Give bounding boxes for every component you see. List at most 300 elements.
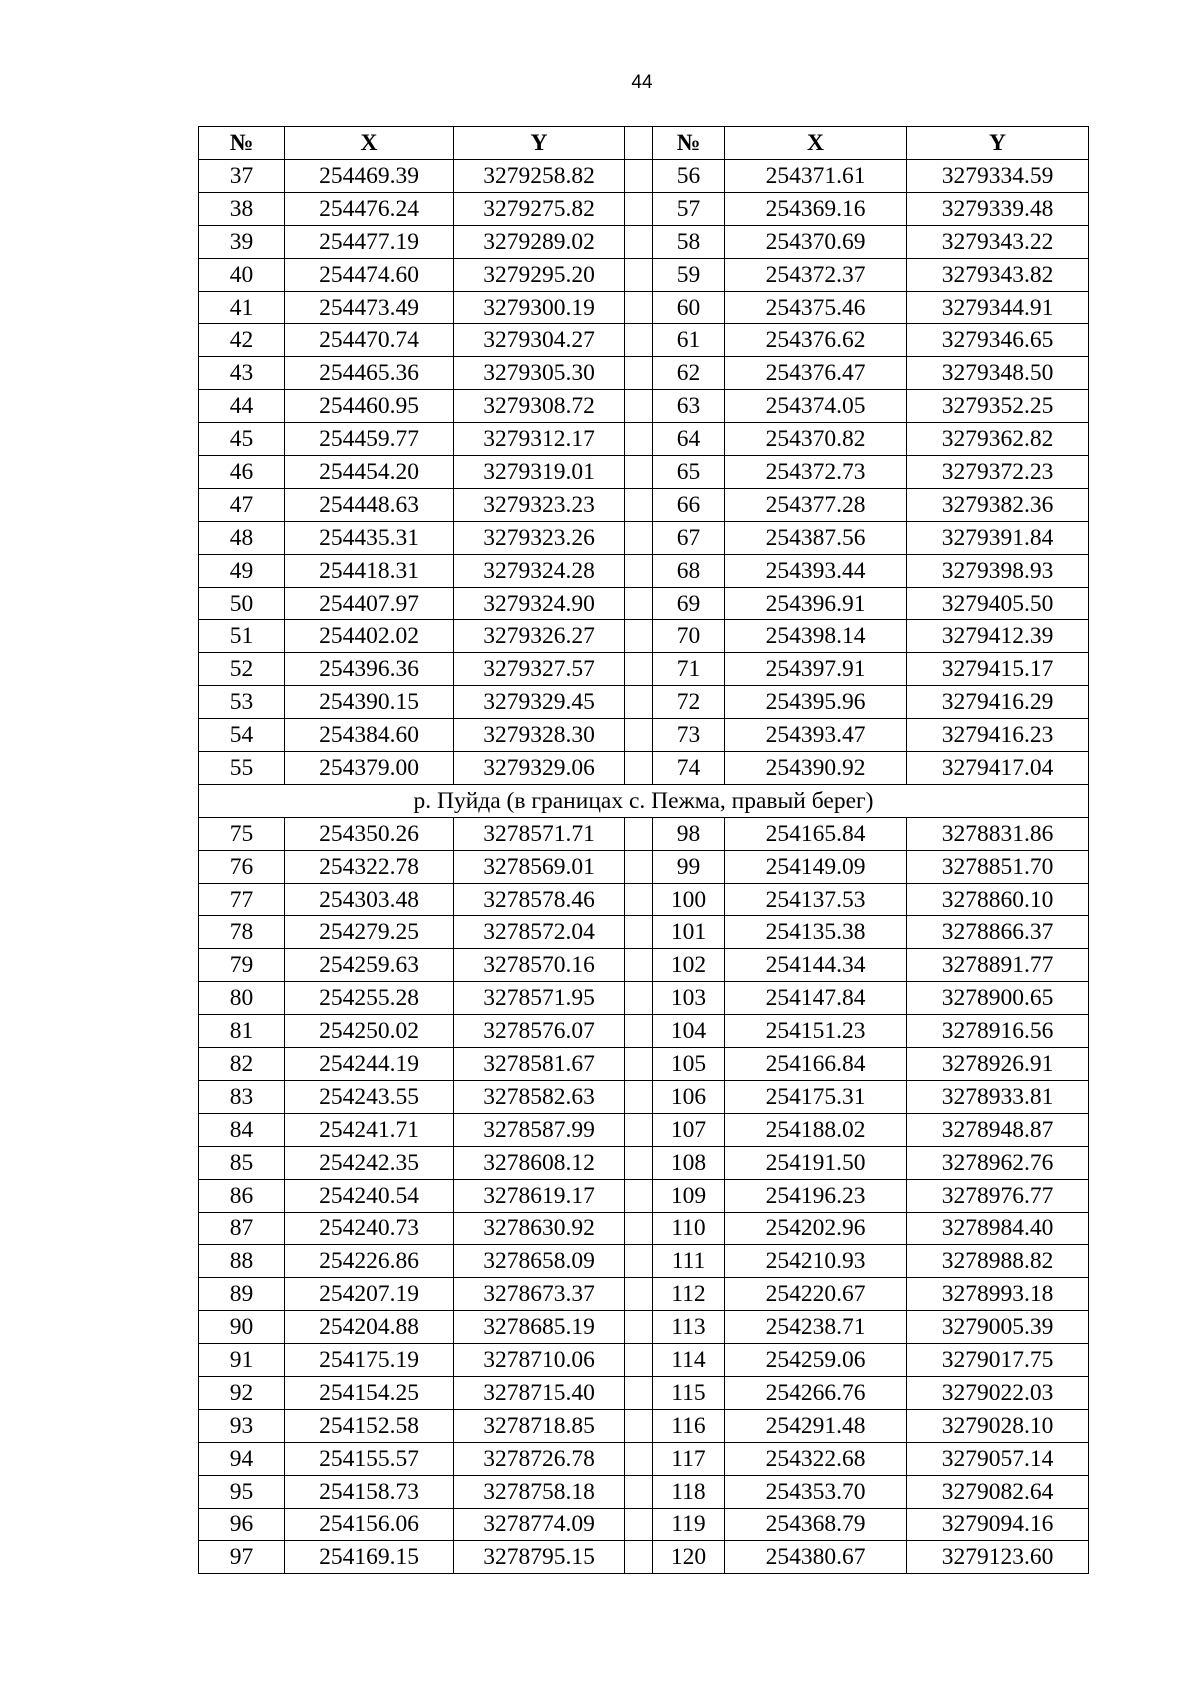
coord-y-right: 3279348.50 (907, 357, 1089, 390)
coord-y-right: 3279362.82 (907, 423, 1089, 456)
coord-y-right: 3278891.77 (907, 949, 1089, 982)
point-number-left: 84 (199, 1113, 285, 1146)
coord-x-left: 254255.28 (285, 982, 454, 1015)
spacer (625, 817, 653, 850)
point-number-left: 91 (199, 1344, 285, 1377)
header-spacer (625, 127, 653, 160)
coord-y-right: 3279416.23 (907, 719, 1089, 752)
point-number-left: 45 (199, 423, 285, 456)
spacer (625, 192, 653, 225)
table-row (199, 521, 1089, 554)
coord-x-right: 254377.28 (725, 488, 907, 521)
spacer (625, 949, 653, 982)
point-number-right: 108 (653, 1146, 725, 1179)
point-number-right: 62 (653, 357, 725, 390)
point-number-right: 74 (653, 752, 725, 785)
coord-x-right: 254372.37 (725, 258, 907, 291)
coord-y-left: 3279319.01 (454, 456, 625, 489)
coord-y-left: 3279329.06 (454, 752, 625, 785)
header-x-right: X (725, 127, 907, 160)
coord-x-left: 254240.54 (285, 1179, 454, 1212)
point-number-left: 41 (199, 291, 285, 324)
coord-y-right: 3279391.84 (907, 521, 1089, 554)
coord-y-right: 3279017.75 (907, 1344, 1089, 1377)
coord-x-right: 254353.70 (725, 1475, 907, 1508)
coord-y-left: 3278658.09 (454, 1245, 625, 1278)
point-number-left: 92 (199, 1376, 285, 1409)
spacer (625, 1311, 653, 1344)
coord-x-left: 254322.78 (285, 850, 454, 883)
coord-y-left: 3279300.19 (454, 291, 625, 324)
spacer (625, 423, 653, 456)
coord-y-right: 3278900.65 (907, 982, 1089, 1015)
coord-y-left: 3279323.26 (454, 521, 625, 554)
point-number-left: 47 (199, 488, 285, 521)
coord-x-left: 254470.74 (285, 324, 454, 357)
coord-y-right: 3279346.65 (907, 324, 1089, 357)
coord-x-right: 254135.38 (725, 916, 907, 949)
point-number-left: 88 (199, 1245, 285, 1278)
coord-y-right: 3279372.23 (907, 456, 1089, 489)
table-row (199, 1179, 1089, 1212)
point-number-right: 57 (653, 192, 725, 225)
table-row (199, 1146, 1089, 1179)
point-number-left: 87 (199, 1212, 285, 1245)
coord-x-left: 254459.77 (285, 423, 454, 456)
point-number-left: 77 (199, 883, 285, 916)
table-row (199, 1409, 1089, 1442)
point-number-left: 81 (199, 1015, 285, 1048)
table-body-bottom (199, 817, 1089, 1573)
point-number-right: 59 (653, 258, 725, 291)
point-number-left: 44 (199, 390, 285, 423)
coord-x-right: 254147.84 (725, 982, 907, 1015)
spacer (625, 620, 653, 653)
point-number-right: 115 (653, 1376, 725, 1409)
spacer (625, 1146, 653, 1179)
point-number-right: 68 (653, 554, 725, 587)
point-number-right: 114 (653, 1344, 725, 1377)
point-number-right: 100 (653, 883, 725, 916)
coord-x-left: 254156.06 (285, 1508, 454, 1541)
point-number-left: 97 (199, 1541, 285, 1574)
point-number-left: 95 (199, 1475, 285, 1508)
spacer (625, 488, 653, 521)
coord-x-right: 254374.05 (725, 390, 907, 423)
coord-x-right: 254397.91 (725, 653, 907, 686)
coord-y-right: 3278984.40 (907, 1212, 1089, 1245)
point-number-left: 86 (199, 1179, 285, 1212)
table-row (199, 752, 1089, 785)
coord-x-left: 254460.95 (285, 390, 454, 423)
coord-y-right: 3278860.10 (907, 883, 1089, 916)
table-body-top (199, 160, 1089, 785)
coord-y-right: 3279412.39 (907, 620, 1089, 653)
table-row (199, 1212, 1089, 1245)
coord-x-left: 254169.15 (285, 1541, 454, 1574)
coord-x-left: 254154.25 (285, 1376, 454, 1409)
coord-y-left: 3278673.37 (454, 1278, 625, 1311)
coord-x-right: 254196.23 (725, 1179, 907, 1212)
spacer (625, 390, 653, 423)
coord-y-left: 3278795.15 (454, 1541, 625, 1574)
coord-y-right: 3279352.25 (907, 390, 1089, 423)
spacer (625, 1376, 653, 1409)
section-title: р. Пуйда (в границах с. Пежма, правый берег) (199, 784, 1089, 817)
spacer (625, 1442, 653, 1475)
point-number-right: 70 (653, 620, 725, 653)
coord-y-right: 3279415.17 (907, 653, 1089, 686)
coord-x-right: 254370.82 (725, 423, 907, 456)
table-row (199, 488, 1089, 521)
spacer (625, 1212, 653, 1245)
coord-y-right: 3278933.81 (907, 1080, 1089, 1113)
coord-y-left: 3278578.46 (454, 883, 625, 916)
coord-y-right: 3279082.64 (907, 1475, 1089, 1508)
coord-y-right: 3278926.91 (907, 1048, 1089, 1081)
coord-x-left: 254204.88 (285, 1311, 454, 1344)
point-number-right: 112 (653, 1278, 725, 1311)
point-number-right: 64 (653, 423, 725, 456)
point-number-left: 49 (199, 554, 285, 587)
coord-x-right: 254368.79 (725, 1508, 907, 1541)
coord-x-right: 254376.62 (725, 324, 907, 357)
spacer (625, 850, 653, 883)
point-number-right: 116 (653, 1409, 725, 1442)
spacer (625, 456, 653, 489)
coord-y-right: 3279405.50 (907, 587, 1089, 620)
coord-x-left: 254244.19 (285, 1048, 454, 1081)
spacer (625, 1508, 653, 1541)
header-y-right: Y (907, 127, 1089, 160)
header-number-left: № (199, 127, 285, 160)
coord-y-right: 3279005.39 (907, 1311, 1089, 1344)
table-row (199, 686, 1089, 719)
spacer (625, 1015, 653, 1048)
coord-x-left: 254279.25 (285, 916, 454, 949)
point-number-right: 58 (653, 225, 725, 258)
coord-x-right: 254266.76 (725, 1376, 907, 1409)
spacer (625, 1475, 653, 1508)
coord-y-left: 3278582.63 (454, 1080, 625, 1113)
table-row (199, 1278, 1089, 1311)
coord-y-left: 3278774.09 (454, 1508, 625, 1541)
spacer (625, 686, 653, 719)
coord-x-right: 254166.84 (725, 1048, 907, 1081)
point-number-right: 98 (653, 817, 725, 850)
point-number-right: 99 (653, 850, 725, 883)
point-number-left: 37 (199, 160, 285, 193)
coord-y-left: 3278608.12 (454, 1146, 625, 1179)
coord-y-right: 3279417.04 (907, 752, 1089, 785)
coord-y-left: 3279258.82 (454, 160, 625, 193)
table-row (199, 225, 1089, 258)
coord-y-left: 3279289.02 (454, 225, 625, 258)
table-row (199, 850, 1089, 883)
coord-y-right: 3278993.18 (907, 1278, 1089, 1311)
header-x-left: X (285, 127, 454, 160)
coord-x-right: 254291.48 (725, 1409, 907, 1442)
coord-x-right: 254191.50 (725, 1146, 907, 1179)
table-row (199, 390, 1089, 423)
spacer (625, 916, 653, 949)
coord-x-left: 254435.31 (285, 521, 454, 554)
coord-y-left: 3278581.67 (454, 1048, 625, 1081)
coord-y-right: 3278831.86 (907, 817, 1089, 850)
coord-x-right: 254396.91 (725, 587, 907, 620)
point-number-left: 55 (199, 752, 285, 785)
table-row (199, 160, 1089, 193)
point-number-left: 53 (199, 686, 285, 719)
point-number-right: 104 (653, 1015, 725, 1048)
point-number-right: 103 (653, 982, 725, 1015)
coord-y-left: 3278726.78 (454, 1442, 625, 1475)
table-row (199, 357, 1089, 390)
header-number-right: № (653, 127, 725, 160)
coord-y-left: 3279304.27 (454, 324, 625, 357)
spacer (625, 1113, 653, 1146)
point-number-right: 72 (653, 686, 725, 719)
point-number-left: 48 (199, 521, 285, 554)
coord-x-right: 254151.23 (725, 1015, 907, 1048)
point-number-right: 117 (653, 1442, 725, 1475)
coord-y-right: 3279022.03 (907, 1376, 1089, 1409)
point-number-left: 42 (199, 324, 285, 357)
spacer (625, 291, 653, 324)
coord-y-left: 3279295.20 (454, 258, 625, 291)
coord-x-left: 254473.49 (285, 291, 454, 324)
coord-x-right: 254202.96 (725, 1212, 907, 1245)
point-number-right: 106 (653, 1080, 725, 1113)
coord-x-right: 254188.02 (725, 1113, 907, 1146)
spacer (625, 1080, 653, 1113)
table-header-row (199, 127, 1089, 160)
coordinates-table (198, 126, 1089, 1574)
coord-x-right: 254220.67 (725, 1278, 907, 1311)
point-number-left: 50 (199, 587, 285, 620)
coord-x-right: 254144.34 (725, 949, 907, 982)
coord-x-left: 254390.15 (285, 686, 454, 719)
point-number-left: 38 (199, 192, 285, 225)
point-number-left: 54 (199, 719, 285, 752)
coord-x-right: 254165.84 (725, 817, 907, 850)
point-number-left: 78 (199, 916, 285, 949)
coord-x-left: 254152.58 (285, 1409, 454, 1442)
table-row (199, 1245, 1089, 1278)
spacer (625, 587, 653, 620)
spacer (625, 258, 653, 291)
point-number-left: 96 (199, 1508, 285, 1541)
spacer (625, 719, 653, 752)
table-row (199, 1344, 1089, 1377)
point-number-right: 56 (653, 160, 725, 193)
spacer (625, 554, 653, 587)
coord-x-right: 254175.31 (725, 1080, 907, 1113)
spacer (625, 1541, 653, 1574)
coord-y-right: 3279334.59 (907, 160, 1089, 193)
point-number-left: 93 (199, 1409, 285, 1442)
coord-x-left: 254477.19 (285, 225, 454, 258)
point-number-right: 71 (653, 653, 725, 686)
coord-y-right: 3278948.87 (907, 1113, 1089, 1146)
coord-x-left: 254243.55 (285, 1080, 454, 1113)
point-number-right: 66 (653, 488, 725, 521)
table-row (199, 883, 1089, 916)
coord-y-left: 3278710.06 (454, 1344, 625, 1377)
coord-y-left: 3279312.17 (454, 423, 625, 456)
spacer (625, 653, 653, 686)
coord-y-right: 3279028.10 (907, 1409, 1089, 1442)
coord-x-right: 254259.06 (725, 1344, 907, 1377)
coord-x-right: 254375.46 (725, 291, 907, 324)
coord-y-right: 3278916.56 (907, 1015, 1089, 1048)
coord-x-right: 254372.73 (725, 456, 907, 489)
coord-y-right: 3279123.60 (907, 1541, 1089, 1574)
table-row (199, 653, 1089, 686)
coord-y-left: 3278576.07 (454, 1015, 625, 1048)
coord-y-right: 3279398.93 (907, 554, 1089, 587)
spacer (625, 1179, 653, 1212)
coord-x-right: 254137.53 (725, 883, 907, 916)
coord-x-left: 254226.86 (285, 1245, 454, 1278)
coord-x-left: 254407.97 (285, 587, 454, 620)
coord-y-left: 3279323.23 (454, 488, 625, 521)
spacer (625, 357, 653, 390)
table-row (199, 916, 1089, 949)
coord-y-left: 3278587.99 (454, 1113, 625, 1146)
coord-x-right: 254393.47 (725, 719, 907, 752)
point-number-right: 101 (653, 916, 725, 949)
table-row (199, 423, 1089, 456)
spacer (625, 1344, 653, 1377)
spacer (625, 521, 653, 554)
table-row (199, 1048, 1089, 1081)
table-row (199, 982, 1089, 1015)
point-number-left: 89 (199, 1278, 285, 1311)
point-number-right: 60 (653, 291, 725, 324)
coord-x-left: 254454.20 (285, 456, 454, 489)
coord-y-right: 3278962.76 (907, 1146, 1089, 1179)
coord-x-left: 254448.63 (285, 488, 454, 521)
coord-y-left: 3278569.01 (454, 850, 625, 883)
coord-x-right: 254393.44 (725, 554, 907, 587)
point-number-left: 39 (199, 225, 285, 258)
point-number-right: 73 (653, 719, 725, 752)
coord-y-right: 3279382.36 (907, 488, 1089, 521)
point-number-right: 120 (653, 1541, 725, 1574)
spacer (625, 752, 653, 785)
point-number-left: 80 (199, 982, 285, 1015)
point-number-right: 69 (653, 587, 725, 620)
coord-x-right: 254238.71 (725, 1311, 907, 1344)
coord-x-left: 254241.71 (285, 1113, 454, 1146)
point-number-right: 63 (653, 390, 725, 423)
spacer (625, 1048, 653, 1081)
coord-x-right: 254371.61 (725, 160, 907, 193)
coord-x-left: 254175.19 (285, 1344, 454, 1377)
table-row (199, 554, 1089, 587)
coord-y-left: 3278758.18 (454, 1475, 625, 1508)
spacer (625, 883, 653, 916)
coord-x-left: 254207.19 (285, 1278, 454, 1311)
coord-y-right: 3279343.22 (907, 225, 1089, 258)
coord-y-right: 3278851.70 (907, 850, 1089, 883)
coord-y-right: 3279416.29 (907, 686, 1089, 719)
coord-y-left: 3278630.92 (454, 1212, 625, 1245)
point-number-right: 113 (653, 1311, 725, 1344)
point-number-left: 51 (199, 620, 285, 653)
coord-x-left: 254402.02 (285, 620, 454, 653)
coord-y-left: 3279329.45 (454, 686, 625, 719)
coord-y-right: 3279057.14 (907, 1442, 1089, 1475)
coord-x-left: 254465.36 (285, 357, 454, 390)
coord-x-left: 254418.31 (285, 554, 454, 587)
coord-x-right: 254210.93 (725, 1245, 907, 1278)
coord-y-left: 3279305.30 (454, 357, 625, 390)
point-number-right: 107 (653, 1113, 725, 1146)
coord-y-left: 3279275.82 (454, 192, 625, 225)
coord-x-left: 254384.60 (285, 719, 454, 752)
point-number-right: 102 (653, 949, 725, 982)
spacer (625, 982, 653, 1015)
point-number-right: 118 (653, 1475, 725, 1508)
coord-x-right: 254376.47 (725, 357, 907, 390)
coord-x-left: 254396.36 (285, 653, 454, 686)
point-number-right: 119 (653, 1508, 725, 1541)
coord-x-left: 254240.73 (285, 1212, 454, 1245)
coord-y-right: 3278988.82 (907, 1245, 1089, 1278)
coord-x-right: 254390.92 (725, 752, 907, 785)
coord-y-right: 3279344.91 (907, 291, 1089, 324)
coord-y-left: 3278619.17 (454, 1179, 625, 1212)
table-row (199, 1442, 1089, 1475)
coord-x-left: 254350.26 (285, 817, 454, 850)
page-number: 44 (631, 72, 653, 93)
table-row (199, 1475, 1089, 1508)
coord-y-left: 3278718.85 (454, 1409, 625, 1442)
spacer (625, 1278, 653, 1311)
coord-x-left: 254474.60 (285, 258, 454, 291)
coord-y-right: 3278866.37 (907, 916, 1089, 949)
point-number-left: 79 (199, 949, 285, 982)
table-row (199, 1508, 1089, 1541)
coord-x-left: 254469.39 (285, 160, 454, 193)
point-number-left: 43 (199, 357, 285, 390)
table-row (199, 1376, 1089, 1409)
coord-x-left: 254379.00 (285, 752, 454, 785)
coord-y-right: 3279094.16 (907, 1508, 1089, 1541)
coord-x-left: 254158.73 (285, 1475, 454, 1508)
header-y-left: Y (454, 127, 625, 160)
coord-y-left: 3279326.27 (454, 620, 625, 653)
table-row (199, 192, 1089, 225)
table-row (199, 587, 1089, 620)
table-row (199, 817, 1089, 850)
coord-y-left: 3279327.57 (454, 653, 625, 686)
coord-y-left: 3279324.90 (454, 587, 625, 620)
coord-x-left: 254155.57 (285, 1442, 454, 1475)
coord-y-left: 3278570.16 (454, 949, 625, 982)
coord-x-left: 254259.63 (285, 949, 454, 982)
coord-y-left: 3278571.95 (454, 982, 625, 1015)
table-row (199, 1015, 1089, 1048)
point-number-right: 67 (653, 521, 725, 554)
table-row (199, 949, 1089, 982)
spacer (625, 225, 653, 258)
coord-y-left: 3279328.30 (454, 719, 625, 752)
coord-x-right: 254395.96 (725, 686, 907, 719)
point-number-left: 94 (199, 1442, 285, 1475)
